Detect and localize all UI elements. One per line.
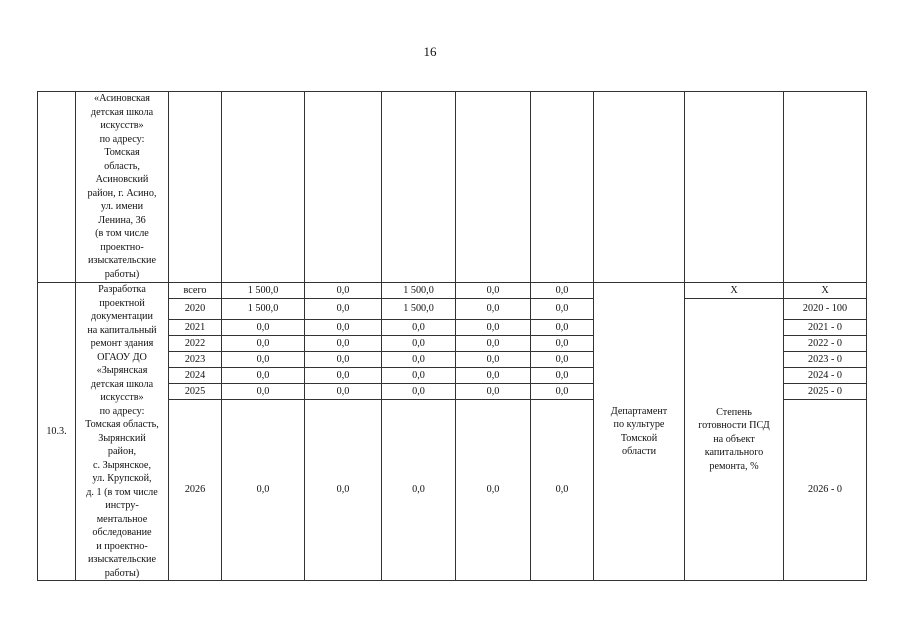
value-cell: 1 500,0 <box>382 299 456 320</box>
year-cell: 2021 <box>169 320 222 336</box>
cell-value <box>305 92 382 283</box>
value-cell: 0,0 <box>456 368 531 384</box>
cell-number <box>38 92 76 283</box>
value-cell: 0,0 <box>382 400 456 581</box>
executor-cell: Департамент по культуре Томской области <box>594 283 685 581</box>
value-cell: 0,0 <box>456 336 531 352</box>
cell-executor <box>594 92 685 283</box>
value-cell: 0,0 <box>382 368 456 384</box>
value-cell: 0,0 <box>382 384 456 400</box>
year-cell: 2025 <box>169 384 222 400</box>
item-name-prev: «Асиновская детская школа искусств» по адресу: Томская область, Асиновский район, г. Асино, ул. имени Ленина, 36 (в том числе проектно- изыскательские работы) <box>76 92 169 283</box>
year-cell: 2024 <box>169 368 222 384</box>
value-cell: 0,0 <box>531 283 594 299</box>
year-cell: 2020 <box>169 299 222 320</box>
value-cell: 0,0 <box>305 368 382 384</box>
value-cell: 1 500,0 <box>382 283 456 299</box>
value-cell: 0,0 <box>531 384 594 400</box>
value-cell: 0,0 <box>382 336 456 352</box>
target-cell: 2022 - 0 <box>784 336 867 352</box>
value-cell: 0,0 <box>531 368 594 384</box>
item-number: 10.3. <box>38 283 76 581</box>
target-cell: 2026 - 0 <box>784 400 867 581</box>
page-number: 16 <box>423 44 437 59</box>
value-cell: 0,0 <box>305 320 382 336</box>
value-cell: 0,0 <box>305 384 382 400</box>
indicator-name-cell: Степень готовности ПСД на объект капитального ремонта, % <box>685 299 784 581</box>
value-cell: 0,0 <box>531 299 594 320</box>
value-cell: 0,0 <box>531 400 594 581</box>
value-cell: 0,0 <box>305 400 382 581</box>
cell-value <box>456 92 531 283</box>
value-cell: 0,0 <box>456 384 531 400</box>
cell-value <box>531 92 594 283</box>
cell-target <box>784 92 867 283</box>
cell-year <box>169 92 222 283</box>
value-cell: 0,0 <box>531 320 594 336</box>
value-cell: 0,0 <box>222 336 305 352</box>
item-name: Разработка проектной документации на капитальный ремонт здания ОГАОУ ДО «Зырянская детская школа искусств» по адресу: Томская область, Зырянский район, с. Зырянское, ул. Крупской, д. 1 (в том числе инстру- ментальное обследование и проектно- изыскательские работы) <box>76 283 169 581</box>
value-cell: 0,0 <box>222 384 305 400</box>
year-cell: 2023 <box>169 352 222 368</box>
value-cell: 0,0 <box>305 283 382 299</box>
value-cell: 0,0 <box>456 352 531 368</box>
year-cell: 2026 <box>169 400 222 581</box>
executor-total-cell: Х <box>784 283 867 299</box>
cell-value <box>222 92 305 283</box>
year-cell: всего <box>169 283 222 299</box>
value-cell: 0,0 <box>222 320 305 336</box>
value-cell: 0,0 <box>305 352 382 368</box>
value-cell: 0,0 <box>382 352 456 368</box>
value-cell: 0,0 <box>222 352 305 368</box>
target-cell: 2023 - 0 <box>784 352 867 368</box>
program-table <box>37 91 867 581</box>
value-cell: 0,0 <box>305 336 382 352</box>
value-cell: 0,0 <box>382 320 456 336</box>
indicator-total-cell: Х <box>685 283 784 299</box>
value-cell: 0,0 <box>222 368 305 384</box>
target-cell: 2020 - 100 <box>784 299 867 320</box>
table-row-prev <box>38 92 867 283</box>
value-cell: 0,0 <box>305 299 382 320</box>
value-cell: 0,0 <box>456 299 531 320</box>
value-cell: 0,0 <box>531 336 594 352</box>
cell-value <box>382 92 456 283</box>
cell-indicator <box>685 92 784 283</box>
value-cell: 0,0 <box>531 352 594 368</box>
target-cell: 2024 - 0 <box>784 368 867 384</box>
year-cell: 2022 <box>169 336 222 352</box>
value-cell: 1 500,0 <box>222 299 305 320</box>
value-cell: 0,0 <box>222 400 305 581</box>
table-row <box>38 283 867 299</box>
target-cell: 2021 - 0 <box>784 320 867 336</box>
value-cell: 1 500,0 <box>222 283 305 299</box>
value-cell: 0,0 <box>456 400 531 581</box>
value-cell: 0,0 <box>456 283 531 299</box>
target-cell: 2025 - 0 <box>784 384 867 400</box>
value-cell: 0,0 <box>456 320 531 336</box>
